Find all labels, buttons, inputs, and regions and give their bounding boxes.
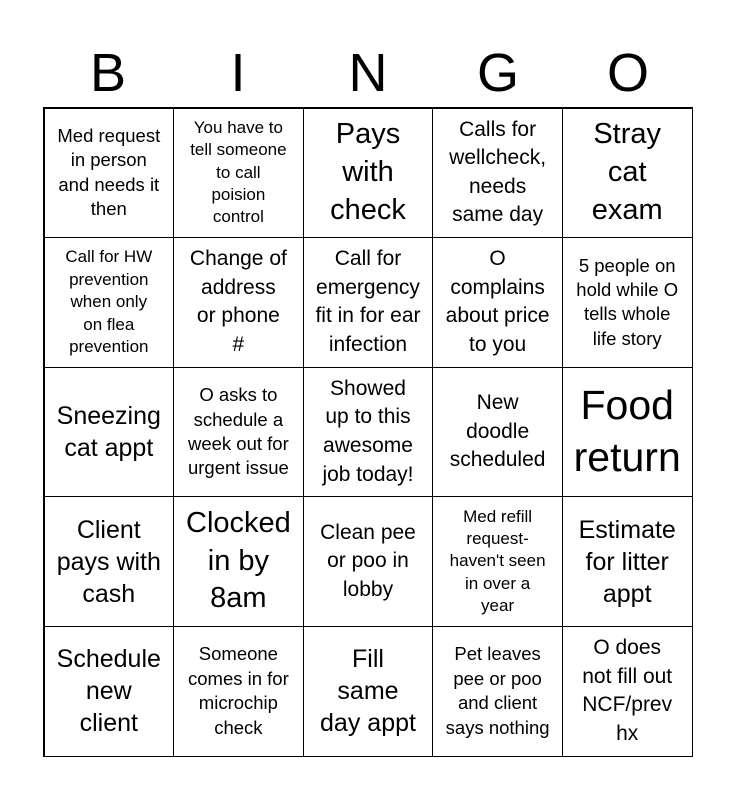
bingo-cell-r1-c1[interactable] bbox=[44, 108, 175, 239]
bingo-cell-text: Schedule new client bbox=[56, 645, 161, 738]
bingo-cell-text: New doodle scheduled bbox=[449, 391, 546, 472]
bingo-cell-text: You have to tell someone to call poision control bbox=[190, 117, 287, 227]
bingo-cell-r4-c1[interactable] bbox=[44, 496, 175, 627]
bingo-cell-r5-c3[interactable] bbox=[303, 626, 434, 757]
bingo-cell-text: Med refill request- haven't seen in over a year bbox=[449, 506, 546, 616]
bingo-cell-r4-c5[interactable] bbox=[562, 496, 693, 627]
bingo-cell-text: Clocked in by 8am bbox=[186, 507, 291, 615]
bingo-cell-text: 5 people on hold while O tells whole life story bbox=[576, 254, 679, 349]
bingo-cell-text: Estimate for litter appt bbox=[578, 515, 676, 608]
bingo-cell-r4-c3[interactable] bbox=[303, 496, 434, 627]
bingo-cell-text: Sneezing cat appt bbox=[56, 401, 161, 462]
bingo-cell-r5-c4[interactable] bbox=[432, 626, 563, 757]
bingo-cell-r4-c4[interactable] bbox=[432, 496, 563, 627]
bingo-board bbox=[43, 107, 693, 757]
bingo-cell-text: O does not fill out NCF/prev hx bbox=[582, 636, 673, 745]
bingo-cell-text: Stray cat exam bbox=[591, 118, 663, 226]
bingo-cell-text: Fill same day appt bbox=[320, 645, 416, 738]
bingo-cell-text: Showed up to this awesome job today! bbox=[322, 376, 414, 486]
bingo-cell-text: Someone comes in for microchip check bbox=[188, 643, 289, 738]
bingo-cell-r2-c2[interactable] bbox=[173, 237, 304, 368]
header-letter-i: I bbox=[230, 43, 246, 103]
bingo-cell-text: Pays with check bbox=[330, 118, 406, 226]
bingo-cell-text: Call for emergency fit in for ear infection bbox=[315, 247, 421, 356]
bingo-cell-text: Med request in person and needs it then bbox=[57, 124, 161, 220]
header-letter-o: O bbox=[606, 43, 649, 103]
bingo-cell-r1-c5[interactable] bbox=[562, 108, 693, 239]
bingo-cell-r4-c2[interactable] bbox=[173, 496, 304, 627]
bingo-cell-text: Change of address or phone # bbox=[189, 247, 287, 356]
bingo-cell-r3-c1[interactable] bbox=[44, 367, 175, 498]
bingo-cell-text: O complains about price to you bbox=[445, 247, 550, 356]
bingo-cell-r2-c4[interactable] bbox=[432, 237, 563, 368]
bingo-cell-text: O asks to schedule a week out for urgent issue bbox=[187, 384, 289, 479]
bingo-cell-text: Pet leaves pee or poo and client says nothing bbox=[445, 643, 550, 738]
bingo-cell-r5-c1[interactable] bbox=[44, 626, 175, 757]
header-letter-b: B bbox=[89, 43, 127, 103]
bingo-cell-text: Food return bbox=[573, 382, 681, 480]
bingo-cell-r3-c3[interactable] bbox=[303, 367, 434, 498]
bingo-cell-r1-c4[interactable] bbox=[432, 108, 563, 239]
bingo-cell-text: Client pays with cash bbox=[56, 515, 161, 608]
bingo-header bbox=[43, 38, 693, 108]
bingo-cell-text: Clean pee or poo in lobby bbox=[320, 520, 416, 601]
bingo-cell-r2-c3[interactable] bbox=[303, 237, 434, 368]
bingo-cell-r5-c2[interactable] bbox=[173, 626, 304, 757]
bingo-cell-r2-c5[interactable] bbox=[562, 237, 693, 368]
bingo-cell-text: Calls for wellcheck, needs same day bbox=[449, 117, 547, 227]
bingo-cell-text: Call for HW prevention when only on flea prevention bbox=[65, 247, 153, 357]
bingo-cell-r3-c5[interactable] bbox=[562, 367, 693, 498]
header-letter-n: N bbox=[348, 43, 388, 103]
bingo-cell-r3-c2[interactable] bbox=[173, 367, 304, 498]
bingo-cell-r3-c4[interactable] bbox=[432, 367, 563, 498]
bingo-cell-r5-c5[interactable] bbox=[562, 626, 693, 757]
header-letter-g: G bbox=[476, 43, 519, 103]
bingo-cell-r1-c3[interactable] bbox=[303, 108, 434, 239]
bingo-cell-r2-c1[interactable] bbox=[44, 237, 175, 368]
bingo-cell-r1-c2[interactable] bbox=[173, 108, 304, 239]
